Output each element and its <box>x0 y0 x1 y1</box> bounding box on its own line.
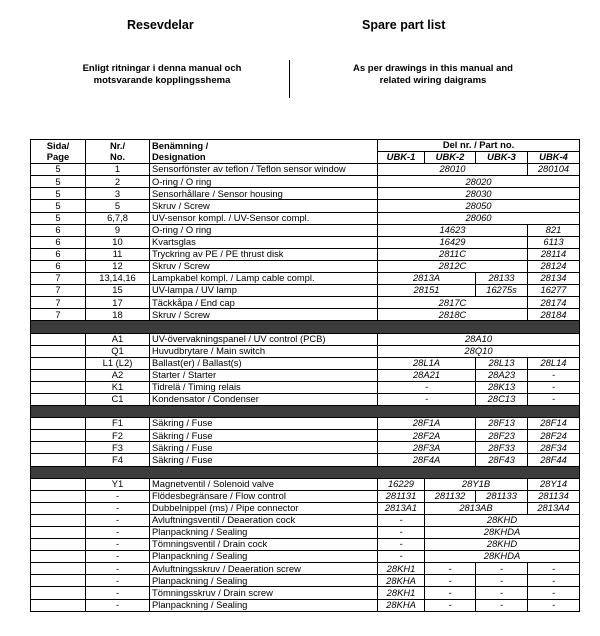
cell-part-number: 28KHA <box>378 575 425 587</box>
cell-part-number: 28K13 <box>476 381 528 393</box>
cell-designation: Säkring / Fuse <box>150 418 378 430</box>
cell-page <box>31 418 86 430</box>
cell-designation: Säkring / Fuse <box>150 430 378 442</box>
cell-page <box>31 357 86 369</box>
column-header-page-line-1: Sida/ <box>46 140 70 152</box>
cell-part-number: 28F13 <box>476 418 528 430</box>
spare-parts-table <box>30 139 580 612</box>
cell-part-number: 28KHD <box>425 539 580 551</box>
cell-number: 11 <box>86 248 150 260</box>
section-separator-bar <box>31 466 580 478</box>
cell-page <box>31 587 86 599</box>
cell-page <box>31 454 86 466</box>
model-header-ubk-2: UBK-2 <box>425 152 476 164</box>
subtitle-swedish-line-1: Enligt ritningar i denna manual och <box>82 63 242 74</box>
cell-part-number: 28010 <box>378 164 528 176</box>
column-header-part-number: Del nr. / Part no. <box>378 140 580 152</box>
cell-part-number: 2817C <box>378 297 528 309</box>
cell-designation: Planpackning / Sealing <box>150 527 378 539</box>
cell-part-number: 2818C <box>378 309 528 321</box>
cell-designation: Säkring / Fuse <box>150 454 378 466</box>
cell-part-number: 2813A4 <box>528 502 580 514</box>
cell-number: 18 <box>86 309 150 321</box>
cell-part-number: 28020 <box>378 176 580 188</box>
cell-designation: Skruv / Screw <box>150 200 378 212</box>
cell-number: - <box>86 502 150 514</box>
cell-designation: Tidrelä / Timing relais <box>150 381 378 393</box>
cell-part-number: - <box>476 587 528 599</box>
table-row <box>31 345 580 357</box>
cell-page: 6 <box>31 260 86 272</box>
cell-part-number: 28A23 <box>476 369 528 381</box>
cell-number: F4 <box>86 454 150 466</box>
cell-part-number: - <box>378 527 425 539</box>
cell-page <box>31 551 86 563</box>
cell-part-number: - <box>425 563 476 575</box>
cell-part-number: - <box>528 381 580 393</box>
table-row <box>31 393 580 405</box>
cell-number: - <box>86 575 150 587</box>
table-row <box>31 309 580 321</box>
cell-part-number: - <box>425 599 476 611</box>
cell-part-number: - <box>378 551 425 563</box>
cell-part-number: 28133 <box>476 273 528 285</box>
cell-part-number: 28A21 <box>378 369 476 381</box>
cell-page <box>31 539 86 551</box>
cell-part-number: 28L1A <box>378 357 476 369</box>
cell-number: 5 <box>86 200 150 212</box>
table-row <box>31 333 580 345</box>
cell-number: F3 <box>86 442 150 454</box>
cell-part-number: 28134 <box>528 273 580 285</box>
cell-page <box>31 514 86 526</box>
cell-part-number: 821 <box>528 224 580 236</box>
cell-part-number: - <box>528 587 580 599</box>
cell-page: 6 <box>31 248 86 260</box>
cell-designation: UV-lampa / UV lamp <box>150 285 378 297</box>
cell-page: 7 <box>31 309 86 321</box>
table-row <box>31 369 580 381</box>
table-row <box>31 587 580 599</box>
cell-designation: Täckkåpa / End cap <box>150 297 378 309</box>
cell-part-number: 280104 <box>528 164 580 176</box>
cell-part-number: - <box>476 575 528 587</box>
cell-part-number: - <box>528 563 580 575</box>
cell-page <box>31 333 86 345</box>
cell-designation: Lampkabel kompl. / Lamp cable compl. <box>150 273 378 285</box>
cell-page <box>31 393 86 405</box>
cell-number: - <box>86 551 150 563</box>
table-row <box>31 297 580 309</box>
table-row <box>31 575 580 587</box>
section-separator <box>31 406 580 418</box>
cell-number: C1 <box>86 393 150 405</box>
table-row <box>31 176 580 188</box>
cell-designation: O-ring / O ring <box>150 224 378 236</box>
cell-number: L1 (L2) <box>86 357 150 369</box>
cell-part-number: - <box>528 393 580 405</box>
cell-number: 3 <box>86 188 150 200</box>
cell-page: 5 <box>31 176 86 188</box>
cell-designation: UV-övervakningspanel / UV control (PCB) <box>150 333 378 345</box>
cell-part-number: 28Q10 <box>378 345 580 357</box>
table-row <box>31 539 580 551</box>
table-row <box>31 357 580 369</box>
cell-number: K1 <box>86 381 150 393</box>
table-row <box>31 224 580 236</box>
cell-designation: UV-sensor kompl. / UV-Sensor compl. <box>150 212 378 224</box>
cell-page <box>31 345 86 357</box>
cell-page: 5 <box>31 164 86 176</box>
cell-page <box>31 490 86 502</box>
cell-designation: Planpackning / Sealing <box>150 575 378 587</box>
table-row <box>31 527 580 539</box>
cell-part-number: 28124 <box>528 260 580 272</box>
table-row <box>31 599 580 611</box>
cell-part-number: 28Y14 <box>528 478 580 490</box>
cell-part-number: 281131 <box>378 490 425 502</box>
subtitle-english-line-2: related wiring daigrams <box>379 75 487 86</box>
subtitle-english <box>333 63 533 87</box>
table-row <box>31 212 580 224</box>
subtitle-english-line-1: As per drawings in this manual and <box>353 63 513 74</box>
table-row <box>31 164 580 176</box>
cell-page <box>31 502 86 514</box>
cell-number: - <box>86 587 150 599</box>
column-header-number <box>86 140 150 164</box>
cell-part-number: 28030 <box>378 188 580 200</box>
cell-part-number: 28F24 <box>528 430 580 442</box>
cell-part-number: 28184 <box>528 309 580 321</box>
cell-number: 12 <box>86 260 150 272</box>
cell-page <box>31 369 86 381</box>
cell-designation: Skruv / Screw <box>150 309 378 321</box>
cell-part-number: 28F14 <box>528 418 580 430</box>
cell-part-number: 28KH1 <box>378 587 425 599</box>
table-row <box>31 236 580 248</box>
cell-number: A2 <box>86 369 150 381</box>
cell-part-number: - <box>528 575 580 587</box>
cell-page <box>31 478 86 490</box>
cell-part-number: 28050 <box>378 200 580 212</box>
cell-part-number: 28F33 <box>476 442 528 454</box>
cell-page <box>31 575 86 587</box>
model-header-ubk-4: UBK-4 <box>528 152 580 164</box>
table-row <box>31 490 580 502</box>
cell-part-number: - <box>378 381 476 393</box>
cell-number: 2 <box>86 176 150 188</box>
cell-part-number: 28KHD <box>425 514 580 526</box>
cell-part-number: 28A10 <box>378 333 580 345</box>
cell-designation: Kondensator / Condenser <box>150 393 378 405</box>
cell-part-number: 28174 <box>528 297 580 309</box>
cell-designation: Skruv / Screw <box>150 260 378 272</box>
cell-number: 1 <box>86 164 150 176</box>
cell-number: F1 <box>86 418 150 430</box>
cell-part-number: - <box>378 393 476 405</box>
cell-part-number: 28F34 <box>528 442 580 454</box>
table-row <box>31 273 580 285</box>
table-row <box>31 430 580 442</box>
cell-part-number: 28L13 <box>476 357 528 369</box>
column-header-designation-line-1: Benämning / <box>152 140 209 152</box>
cell-part-number: 28F3A <box>378 442 476 454</box>
cell-part-number: 2812C <box>378 260 528 272</box>
cell-page <box>31 563 86 575</box>
column-header-designation <box>150 140 378 164</box>
table-row <box>31 248 580 260</box>
cell-part-number: - <box>528 369 580 381</box>
column-header-number-line-2: No. <box>109 150 126 162</box>
table-header-row-1 <box>31 140 580 152</box>
cell-designation: Tömningsventil / Drain cock <box>150 539 378 551</box>
header-divider <box>289 60 290 98</box>
cell-part-number: 281132 <box>425 490 476 502</box>
table-row <box>31 285 580 297</box>
cell-page: 5 <box>31 212 86 224</box>
cell-designation: Planpackning / Sealing <box>150 551 378 563</box>
cell-designation: Starter / Starter <box>150 369 378 381</box>
table-row <box>31 551 580 563</box>
column-header-page-line-2: Page <box>46 150 70 162</box>
cell-designation: Flödesbegränsare / Flow control <box>150 490 378 502</box>
cell-page <box>31 527 86 539</box>
cell-part-number: 6113 <box>528 236 580 248</box>
cell-number: - <box>86 490 150 502</box>
cell-designation: Magnetventil / Solenoid valve <box>150 478 378 490</box>
cell-part-number: 28F4A <box>378 454 476 466</box>
cell-number: F2 <box>86 430 150 442</box>
cell-number: 9 <box>86 224 150 236</box>
cell-part-number: 14623 <box>378 224 528 236</box>
cell-number: 10 <box>86 236 150 248</box>
cell-part-number: 16277 <box>528 285 580 297</box>
cell-number: - <box>86 563 150 575</box>
cell-number: - <box>86 527 150 539</box>
cell-part-number: - <box>425 575 476 587</box>
cell-page: 5 <box>31 200 86 212</box>
cell-number: - <box>86 539 150 551</box>
cell-part-number: 28151 <box>378 285 476 297</box>
cell-part-number: 281134 <box>528 490 580 502</box>
table-row <box>31 188 580 200</box>
cell-part-number: 16229 <box>378 478 425 490</box>
cell-part-number: 2813AB <box>425 502 528 514</box>
column-header-number-line-1: Nr./ <box>109 140 126 152</box>
cell-designation: Kvartsglas <box>150 236 378 248</box>
parts-table-body <box>31 164 580 611</box>
cell-page: 7 <box>31 297 86 309</box>
table-row <box>31 454 580 466</box>
cell-part-number: 28F2A <box>378 430 476 442</box>
subtitle-swedish-line-2: motsvarande kopplingsshema <box>93 75 231 86</box>
cell-designation: Avluftningsskruv / Deaeration screw <box>150 563 378 575</box>
cell-part-number: - <box>378 514 425 526</box>
cell-part-number: - <box>528 599 580 611</box>
table-row <box>31 478 580 490</box>
cell-part-number: 281133 <box>476 490 528 502</box>
title-swedish: Resevdelar <box>127 18 194 32</box>
cell-part-number: 28F43 <box>476 454 528 466</box>
cell-page: 7 <box>31 285 86 297</box>
table-row <box>31 442 580 454</box>
cell-designation: Tömningsskruv / Drain screw <box>150 587 378 599</box>
cell-part-number: 28F44 <box>528 454 580 466</box>
cell-page: 6 <box>31 224 86 236</box>
cell-part-number: 28KHDA <box>425 551 580 563</box>
table-row <box>31 200 580 212</box>
cell-designation: Avluftningsventil / Deaeration cock <box>150 514 378 526</box>
cell-part-number: 16275s <box>476 285 528 297</box>
cell-part-number: 2813A <box>378 273 476 285</box>
cell-part-number: 28C13 <box>476 393 528 405</box>
section-separator <box>31 466 580 478</box>
cell-part-number: 28114 <box>528 248 580 260</box>
cell-part-number: 28KHDA <box>425 527 580 539</box>
table-row <box>31 381 580 393</box>
cell-page: 7 <box>31 273 86 285</box>
table-row <box>31 502 580 514</box>
cell-part-number: 28Y1B <box>425 478 528 490</box>
cell-part-number: - <box>476 599 528 611</box>
cell-part-number: - <box>476 563 528 575</box>
cell-designation: Huvudbrytare / Main switch <box>150 345 378 357</box>
cell-designation: O-ring / O ring <box>150 176 378 188</box>
cell-number: - <box>86 599 150 611</box>
cell-number: 6,7,8 <box>86 212 150 224</box>
cell-part-number: 28F1A <box>378 418 476 430</box>
cell-designation: Dubbelnippel (ms) / Pipe connector <box>150 502 378 514</box>
cell-number: Q1 <box>86 345 150 357</box>
cell-designation: Planpackning / Sealing <box>150 599 378 611</box>
cell-part-number: - <box>425 587 476 599</box>
cell-page <box>31 381 86 393</box>
cell-part-number: 28F23 <box>476 430 528 442</box>
cell-designation: Säkring / Fuse <box>150 442 378 454</box>
cell-number: Y1 <box>86 478 150 490</box>
cell-designation: Ballast(er) / Ballast(s) <box>150 357 378 369</box>
cell-page: 6 <box>31 236 86 248</box>
cell-number: 13,14,16 <box>86 273 150 285</box>
cell-part-number: - <box>378 539 425 551</box>
cell-part-number: 2813A1 <box>378 502 425 514</box>
section-separator-bar <box>31 321 580 333</box>
cell-number: A1 <box>86 333 150 345</box>
cell-part-number: 28KHA <box>378 599 425 611</box>
column-header-designation-line-2: Designation <box>152 150 206 162</box>
cell-designation: Sensorfönster av teflon / Teflon sensor window <box>150 164 378 176</box>
table-row <box>31 514 580 526</box>
cell-number: 17 <box>86 297 150 309</box>
cell-designation: Sensorhållare / Sensor housing <box>150 188 378 200</box>
table-row <box>31 418 580 430</box>
cell-page <box>31 599 86 611</box>
cell-part-number: 2811C <box>378 248 528 260</box>
cell-designation: Tryckring av PE / PE thrust disk <box>150 248 378 260</box>
table-row <box>31 260 580 272</box>
section-separator <box>31 321 580 333</box>
cell-part-number: 28L14 <box>528 357 580 369</box>
cell-page: 5 <box>31 188 86 200</box>
model-header-ubk-1: UBK-1 <box>378 152 425 164</box>
title-english: Spare part list <box>362 18 446 32</box>
section-separator-bar <box>31 406 580 418</box>
cell-number: 15 <box>86 285 150 297</box>
cell-part-number: 28060 <box>378 212 580 224</box>
column-header-page <box>31 140 86 164</box>
cell-part-number: 28KH1 <box>378 563 425 575</box>
cell-page <box>31 430 86 442</box>
cell-number: - <box>86 514 150 526</box>
subtitle-swedish <box>62 63 262 87</box>
model-header-ubk-3: UBK-3 <box>476 152 528 164</box>
cell-page <box>31 442 86 454</box>
table-row <box>31 563 580 575</box>
cell-part-number: 16429 <box>378 236 528 248</box>
